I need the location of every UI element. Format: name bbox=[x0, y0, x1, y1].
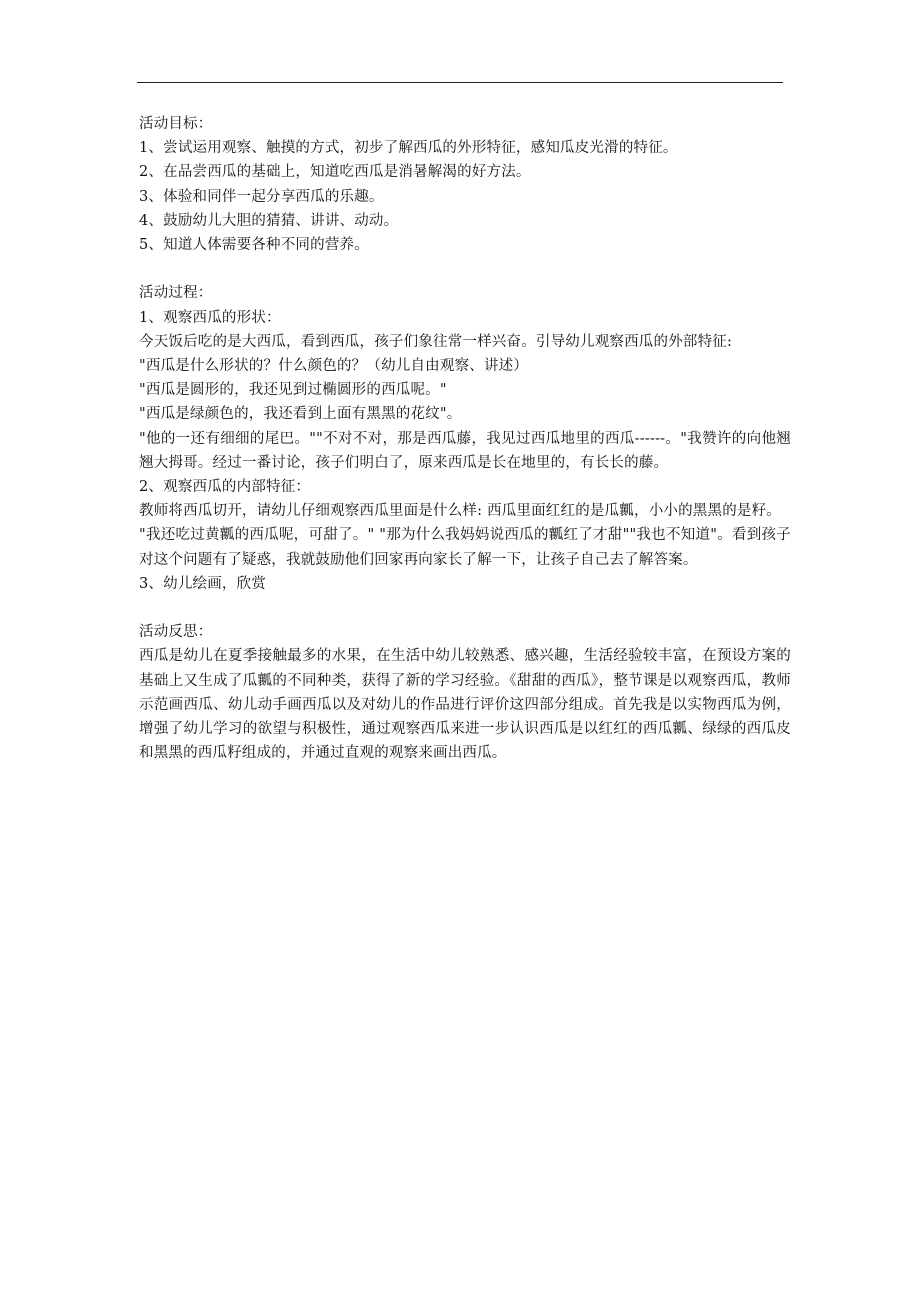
goal-item-3: 3、体验和同伴一起分享西瓜的乐趣。 bbox=[139, 188, 384, 205]
step2-paragraph-2: "我还吃过黄瓤的西瓜呢，可甜了。" "那为什么我妈妈说西瓜的瓤红了才甜""我也不知道"。看到孩子对这个问题有了疑惑，我就鼓励他们回家再向家长了解一下，让孩子自己去了解答案。 bbox=[139, 527, 791, 568]
reflection-body: 西瓜是幼儿在夏季接触最多的水果，在生活中幼儿较熟悉、感兴趣，生活经验较丰富，在预设方案的基础上又生成了瓜瓤的不同种类，获得了新的学习经验。《甜甜的西瓜》，整节课是以观察西瓜，教师示范画西瓜、幼儿动手画西瓜以及对幼儿的作品进行评价这四部分组成。首先我是以实物西瓜为例，增强了幼儿学习的欲望与积极性，通过观察西瓜来进一步认识西瓜是以红红的西瓜瓤、绿绿的西瓜皮和黑黑的西瓜籽组成的，并通过直观的观察来画出西瓜。 bbox=[139, 648, 791, 762]
step1-dialogue-2: "西瓜是圆形的，我还见到过椭圆形的西瓜呢。" bbox=[139, 382, 447, 399]
step2-paragraph-1: 教师将西瓜切开，请幼儿仔细观察西瓜里面是什么样: 西瓜里面红红的是瓜瓤，小小的黑黑的是籽。 bbox=[139, 503, 781, 520]
goal-item-2: 2、在品尝西瓜的基础上，知道吃西瓜是消暑解渴的好方法。 bbox=[139, 164, 531, 181]
goals-heading: 活动目标： bbox=[139, 116, 213, 132]
document-body bbox=[139, 112, 791, 765]
process-section bbox=[139, 281, 791, 596]
goal-item-5: 5、知道人体需要各种不同的营养。 bbox=[139, 237, 369, 254]
section-gap bbox=[139, 596, 791, 620]
goal-item-1: 1、尝试运用观察、触摸的方式，初步了解西瓜的外形特征，感知瓜皮光滑的特征。 bbox=[139, 140, 678, 157]
section-gap bbox=[139, 257, 791, 281]
step1-intro: 今天饭后吃的是大西瓜，看到西瓜，孩子们象往常一样兴奋。引导幼儿观察西瓜的外部特征: bbox=[139, 333, 733, 350]
process-heading: 活动过程： bbox=[139, 285, 213, 302]
reflection-heading: 活动反思： bbox=[139, 624, 213, 641]
header-rule bbox=[137, 82, 783, 83]
reflection-section bbox=[139, 620, 791, 765]
goal-item-4: 4、鼓励幼儿大胆的猜猜、讲讲、动动。 bbox=[139, 212, 399, 229]
step1-title: 1、观察西瓜的形状： bbox=[139, 309, 281, 326]
step2-title: 2、观察西瓜的内部特征： bbox=[139, 479, 311, 496]
goals-section bbox=[139, 112, 791, 257]
step1-dialogue-1: "西瓜是什么形状的？什么颜色的？（幼儿自由观察、讲述） bbox=[139, 358, 529, 375]
step1-dialogue-3: "西瓜是绿颜色的，我还看到上面有黑黑的花纹"。 bbox=[139, 406, 462, 423]
step3-title: 3、幼儿绘画，欣赏 bbox=[139, 575, 267, 592]
step1-dialogue-4: "他的一还有细细的尾巴。""不对不对，那是西瓜藤，我见过西瓜地里的西瓜------。"我赞许的向他翘翘大拇哥。经过一番讨论，孩子们明白了，原来西瓜是长在地里的，有长长的藤。 bbox=[139, 430, 791, 471]
